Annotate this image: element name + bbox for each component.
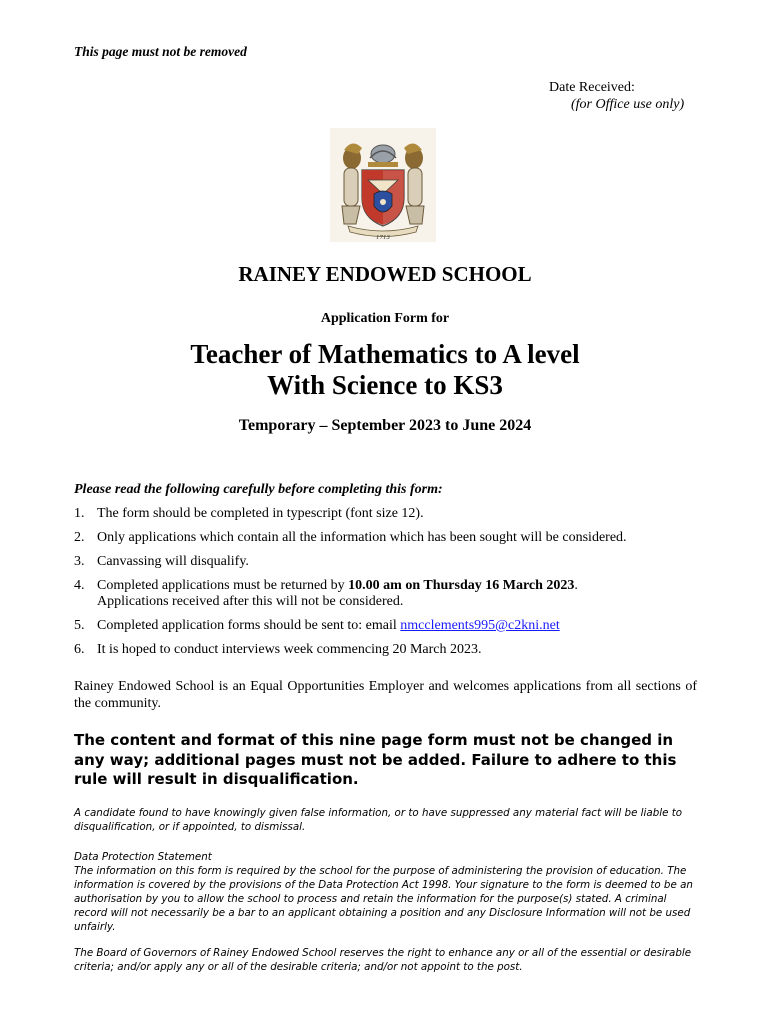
instructions-intro: Please read the following carefully before completing this form: [74, 482, 443, 497]
post-title-line2: With Science to KS3 [267, 370, 503, 400]
post-title [0, 339, 770, 401]
deadline-date: 10.00 am on Thursday 16 March 2023 [348, 578, 575, 593]
page-notice: This page must not be removed [74, 44, 247, 59]
item-text [97, 618, 714, 634]
instructions-list [74, 506, 714, 666]
item-number: 3. [74, 554, 85, 569]
item-number: 5. [74, 618, 85, 633]
item-text [97, 578, 714, 610]
governors-statement: The Board of Governors of Rainey Endowed School reserves the right to enhance any or all of the essential or desirable criteria; and/or apply any or all of the desirable criteria; and/or not appoint to the post. [74, 947, 692, 974]
list-item [74, 618, 714, 634]
false-information-notice: A candidate found to have knowingly given false information, or to have suppressed any material fact will be liable to disqualification, or if appointed, to dismissal. [74, 807, 683, 834]
item-text: The form should be completed in typescript (font size 12). [97, 506, 424, 521]
post-term: Temporary – September 2023 to June 2024 [238, 417, 532, 434]
deadline-punct: . [574, 578, 578, 593]
item-text: It is hoped to conduct interviews week commencing 20 March 2023. [97, 642, 482, 657]
svg-text:1713: 1713 [376, 235, 390, 241]
deadline-text: Completed applications must be returned by [97, 578, 349, 593]
office-use-box [549, 79, 684, 113]
data-protection-body: The information on this form is required by the school for the purpose of administering the provision of education. The information is covered by the provisions of the Data Protection Act 1998. Your signature to the form is deemed to be an authorisation by you to allow the school to process and retain the information for the purpose(s) stated. A criminal record will not necessarily be a bar to an applicant obtaining a position and any Disclosure Information will not be used unfairly. [74, 865, 693, 934]
office-use-label: (for Office use only) [571, 97, 685, 112]
item-number: 2. [74, 530, 85, 545]
list-item [74, 506, 714, 522]
data-protection-heading: Data Protection Statement [74, 851, 212, 863]
item-text: Canvassing will disqualify. [97, 554, 249, 569]
format-warning: The content and format of this nine page form must not be changed in any way; additional pages must not be added. Failure to adhere to this rule will result in disqualification. [74, 731, 677, 788]
list-item [74, 578, 714, 610]
data-protection-statement [74, 850, 697, 935]
item-number: 1. [74, 506, 85, 521]
item-text: Only applications which contain all the information which has been sought will be considered. [97, 530, 627, 545]
item-number: 4. [74, 578, 85, 593]
list-item [74, 530, 714, 546]
deadline-note: Applications received after this will not be considered. [97, 594, 404, 609]
date-received-label: Date Received: [549, 80, 635, 95]
school-name: RAINEY ENDOWED SCHOOL [238, 262, 532, 286]
email-link[interactable]: nmcclements995@c2kni.net [400, 618, 560, 633]
equal-opportunities-statement: Rainey Endowed School is an Equal Opportunities Employer and welcomes applications from all sections of the community. [74, 679, 697, 711]
school-crest-icon [330, 128, 436, 242]
post-title-line1: Teacher of Mathematics to A level [190, 339, 580, 369]
list-item [74, 642, 714, 658]
application-form-for: Application Form for [320, 311, 450, 326]
list-item [74, 554, 714, 570]
item-number: 6. [74, 642, 85, 657]
send-to-text: Completed application forms should be sent to: email [97, 618, 401, 633]
